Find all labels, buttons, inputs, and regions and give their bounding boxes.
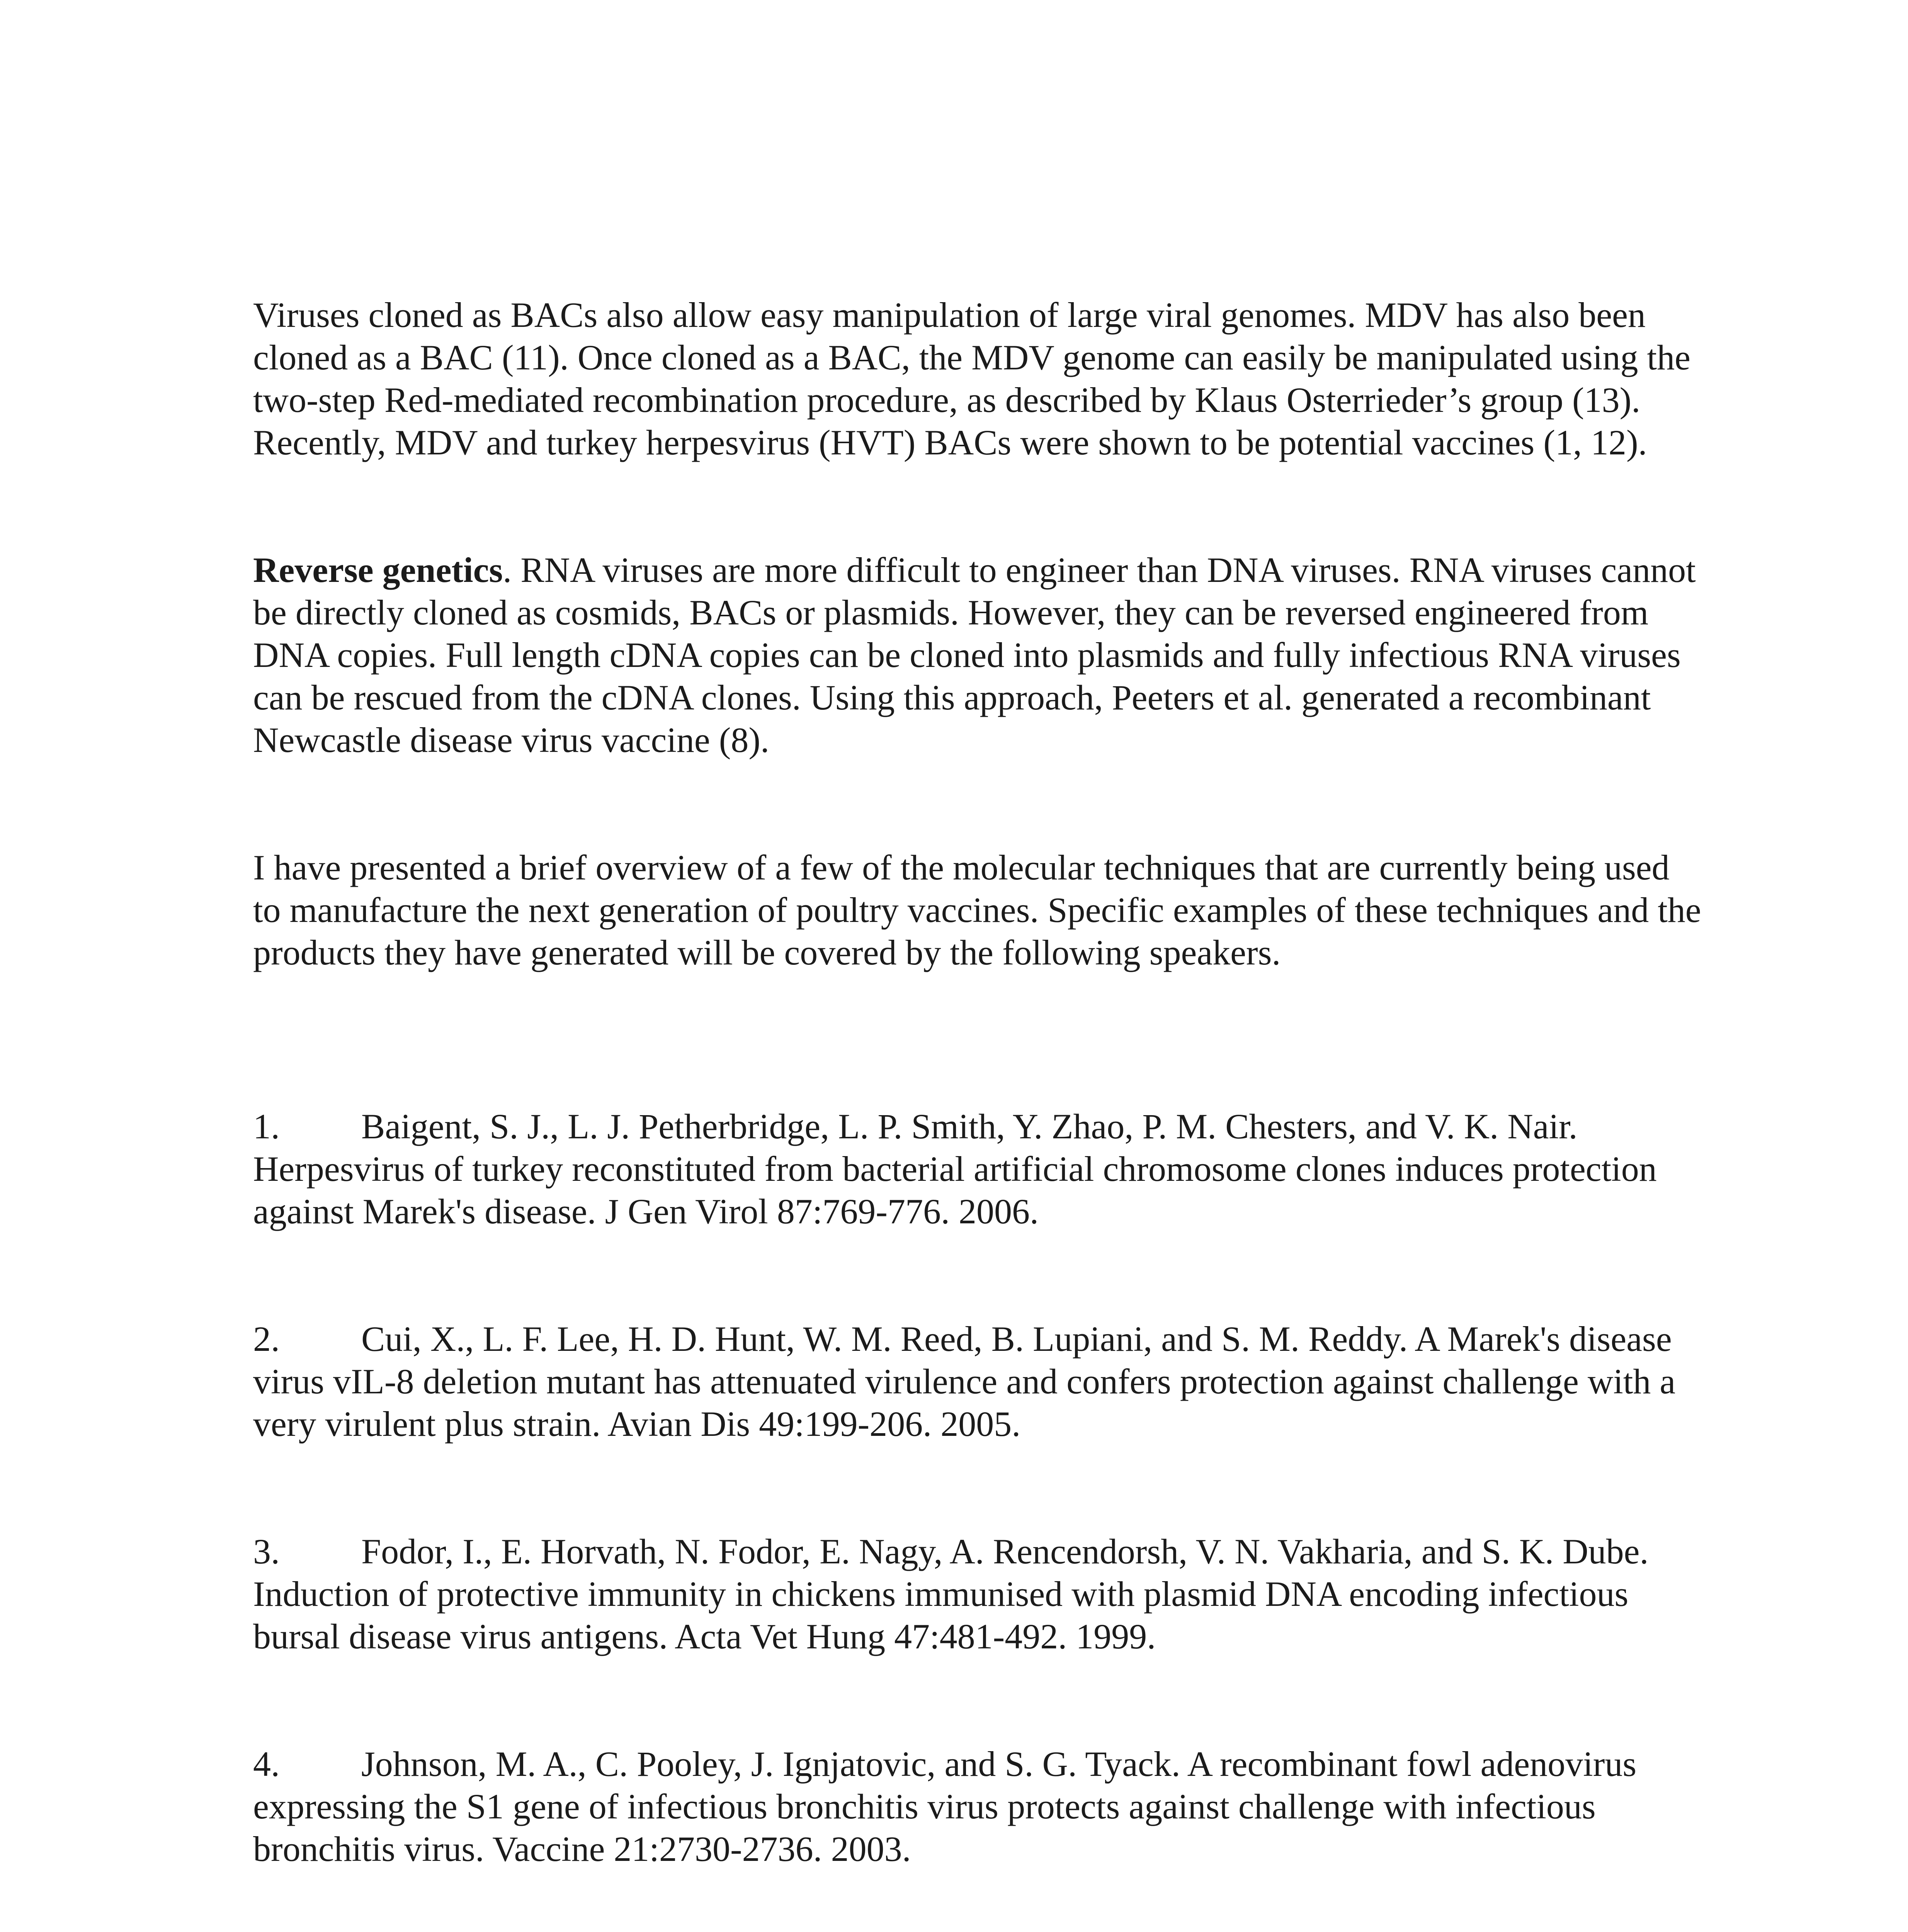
reference-list — [253, 1105, 1706, 1932]
page-content — [253, 294, 1706, 1932]
reference-item — [253, 1105, 1706, 1233]
reverse-genetics-heading: Reverse genetics — [253, 550, 503, 590]
reference-item — [253, 1743, 1706, 1870]
reference-text: Johnson, M. A., C. Pooley, J. Ignjatovic, and S. G. Tyack. A recombinant fowl adenovirus expressing the S1 gene of infectious bronchitis virus protects against challenge with infectious bronchitis virus. Vaccine 21:2730-2736. 2003. — [253, 1744, 1637, 1869]
paragraph-reverse-genetics — [253, 549, 1706, 761]
reference-number: 2. — [253, 1319, 280, 1359]
reference-text: Baigent, S. J., L. J. Petherbridge, L. P. Smith, Y. Zhao, P. M. Chesters, and V. K. Nair. Herpesvirus of turkey reconstituted from bacterial artificial chromosome clones induces protection against Marek's disease. J Gen Virol 87:769-776. 2006. — [253, 1107, 1657, 1231]
reference-number: 1. — [253, 1107, 280, 1146]
paragraph-bacs: Viruses cloned as BACs also allow easy manipulation of large viral genomes. MDV has also been cloned as a BAC (11). Once cloned as a BAC, the MDV genome can easily be manipulated using the two-step Red-mediated recombination procedure, as described by Klaus Osterrieder’s group (13). Recently, MDV and turkey herpesvirus (HVT) BACs were shown to be potential vaccines (1, 12). — [253, 295, 1690, 462]
reference-text: Fodor, I., E. Horvath, N. Fodor, E. Nagy, A. Rencendorsh, V. N. Vakharia, and S. K. Dube. Induction of protective immunity in chickens immunised with plasmid DNA encoding infectious bursal disease virus antigens. Acta Vet Hung 47:481-492. 1999. — [253, 1532, 1649, 1656]
reverse-genetics-text: . RNA viruses are more difficult to engineer than DNA viruses. RNA viruses cannot be directly cloned as cosmids, BACs or plasmids. However, they can be reversed engineered from DNA copies. Full length cDNA copies can be cloned into plasmids and fully infectious RNA viruses can be rescued from the cDNA clones. Using this approach, Peeters et al. generated a recombinant Newcastle disease virus vaccine (8). — [253, 550, 1696, 760]
reference-number: 3. — [253, 1532, 280, 1571]
reference-item — [253, 1318, 1706, 1445]
reference-number: 4. — [253, 1744, 280, 1784]
reference-text: Cui, X., L. F. Lee, H. D. Hunt, W. M. Reed, B. Lupiani, and S. M. Reddy. A Marek's disease virus vIL-8 deletion mutant has attenuated virulence and confers protection against challenge with a very virulent plus strain. Avian Dis 49:199-206. 2005. — [253, 1319, 1676, 1444]
paragraph-overview: I have presented a brief overview of a few of the molecular techniques that are currently being used to manufacture the next generation of poultry vaccines. Specific examples of these techniques and the products they have generated will be covered by the following speakers. — [253, 848, 1701, 972]
reference-item — [253, 1530, 1706, 1658]
section-gap — [253, 1059, 1706, 1105]
